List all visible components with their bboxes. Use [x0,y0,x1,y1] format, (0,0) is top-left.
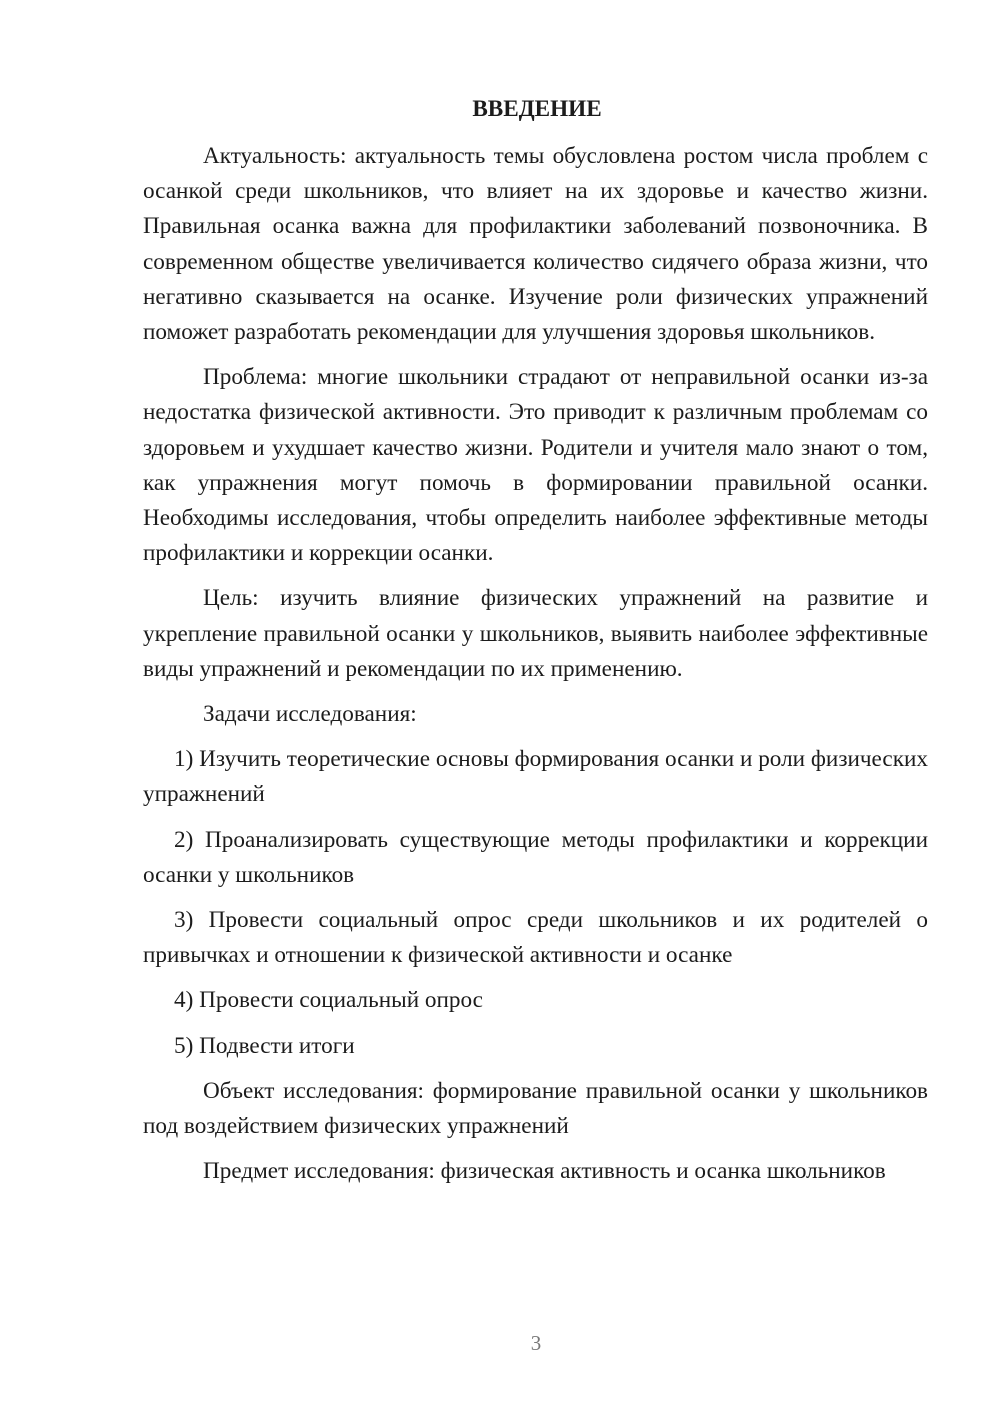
goal-paragraph: Цель: изучить влияние физических упражнений на развитие и укрепление правильной осанки у школьников, выявить наиболее эффективные виды упражнений и рекомендации по их применению. [143,585,928,682]
list-item: 5) Подвести итоги [174,1032,355,1059]
document-page [143,92,928,1199]
object-paragraph: Объект исследования: формирование правильной осанки у школьников под воздействием физических упражнений [143,1077,928,1140]
list-item: 3) Провести социальный опрос среди школьников и их родителей о привычках и отношении к физической активности и осанке [143,907,928,969]
page-number: 3 [530,1331,542,1355]
list-item: 1) Изучить теоретические основы формирования осанки и роли физических упражнений [143,746,928,808]
subject-paragraph: Предмет исследования: физическая активность и осанка школьников [203,1158,886,1185]
section-heading: ВВЕДЕНИЕ [472,96,602,122]
list-item: 4) Провести социальный опрос [174,987,483,1014]
relevance-paragraph: Актуальность: актуальность темы обусловлена ростом числа проблем с осанкой среди школьников, что влияет на их здоровье и качество жизни. Правильная осанка важна для профилактики заболеваний позвоночника. В современном обществе увеличивается количество сидячего образа жизни, что негативно сказывается на осанке. Изучение роли физических упражнений поможет разработать рекомендации для улучшения здоровья школьников. [143,143,928,346]
list-item: 2) Проанализировать существующие методы профилактики и коррекции осанки у школьников [143,826,928,888]
tasks-title: Задачи исследования: [203,701,417,728]
problem-paragraph: Проблема: многие школьники страдают от неправильной осанки из-за недостатка физической активности. Это приводит к различным проблемам со здоровьем и ухудшает качество жизни. Родители и учителя мало знают о том, как упражнения могут помочь в формировании правильной осанки. Необходимы исследования, чтобы определить наиболее эффективные методы профилактики и коррекции осанки. [143,364,928,567]
tasks-list [143,742,928,1064]
